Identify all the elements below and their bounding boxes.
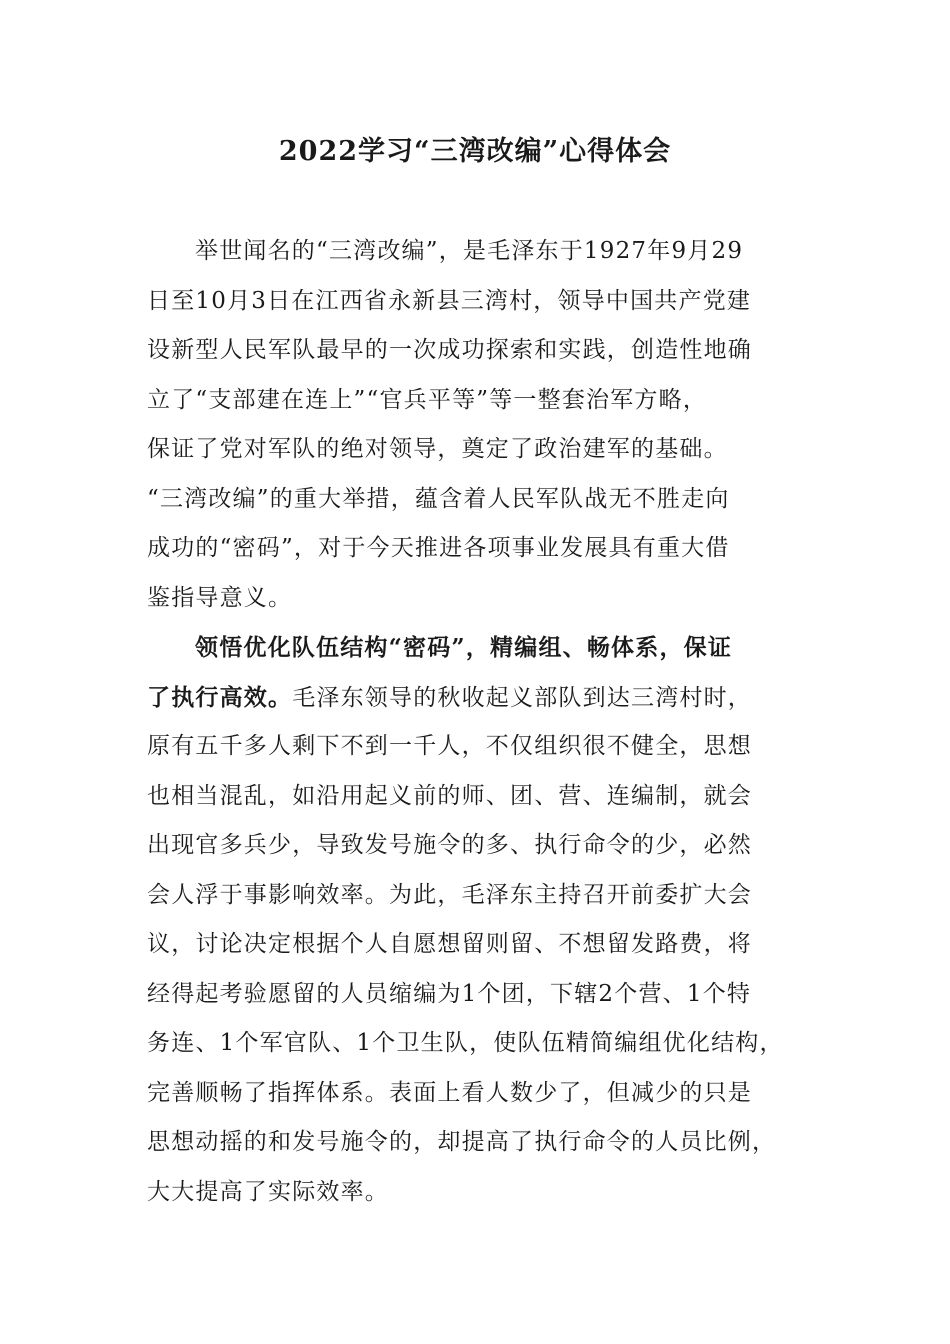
bold-lead-end: 了执行高效。 (147, 683, 293, 711)
paragraph-line: 也相当混乱，如沿用起义前的师、团、营、连编制，就会 (147, 782, 752, 809)
paragraph-line: 举世闻名的“三湾改编”，是毛泽东于1927年9月29 (195, 238, 744, 264)
paragraph-line: 保证了党对军队的绝对领导，奠定了政治建军的基础。 (147, 436, 728, 462)
paragraph-line: 设新型人民军队最早的一次成功探索和实践，创造性地确 (147, 337, 752, 363)
mixed-line (147, 673, 812, 723)
document-title: 2022学习“三湾改编”心得体会 (278, 136, 672, 167)
paragraph-line: 原有五千多人剩下不到一千人，不仅组织很不健全，思想 (147, 733, 752, 759)
paragraph-1 (147, 227, 812, 623)
paragraph-line: 出现官多兵少，导致发号施令的多、执行命令的少，必然 (147, 832, 752, 858)
paragraph-line: 经得起考验愿留的人员缩编为1个团，下辖2个营、1个特 (147, 980, 752, 1007)
bold-lead-line: 领悟优化队伍结构“密码”，精编组、畅体系，保证 (195, 634, 733, 661)
paragraph-line: “三湾改编”的重大举措，蕴含着人民军队战无不胜走向 (147, 485, 730, 512)
paragraph-line: 立了“支部建在连上”“官兵平等”等一整套治军方略， (147, 386, 708, 413)
paragraph-line: 日至10月3日在江西省永新县三湾村，领导中国共产党建 (147, 287, 752, 314)
paragraph-2 (147, 623, 812, 1217)
paragraph-line: 思想动摇的和发号施令的，却提高了执行命令的人员比例， (147, 1129, 777, 1155)
paragraph-line: 大大提高了实际效率。 (147, 1178, 389, 1205)
paragraph-line: 务连、1个军官队、1个卫生队，使队伍精简编组优化结构， (147, 1030, 784, 1056)
document-body (147, 227, 812, 1217)
paragraph-line: 鉴指导意义。 (147, 584, 293, 611)
paragraph-line: 成功的“密码”，对于今天推进各项事业发展具有重大借 (147, 535, 730, 561)
paragraph-line: 完善顺畅了指挥体系。表面上看人数少了，但减少的只是 (147, 1079, 752, 1106)
lead-tail-text: 毛泽东领导的秋收起义部队到达三湾村时， (292, 684, 753, 711)
paragraph-line: 议，讨论决定根据个人自愿想留则留、不想留发路费，将 (147, 931, 752, 957)
paragraph-line: 会人浮于事影响效率。为此，毛泽东主持召开前委扩大会 (147, 881, 752, 908)
